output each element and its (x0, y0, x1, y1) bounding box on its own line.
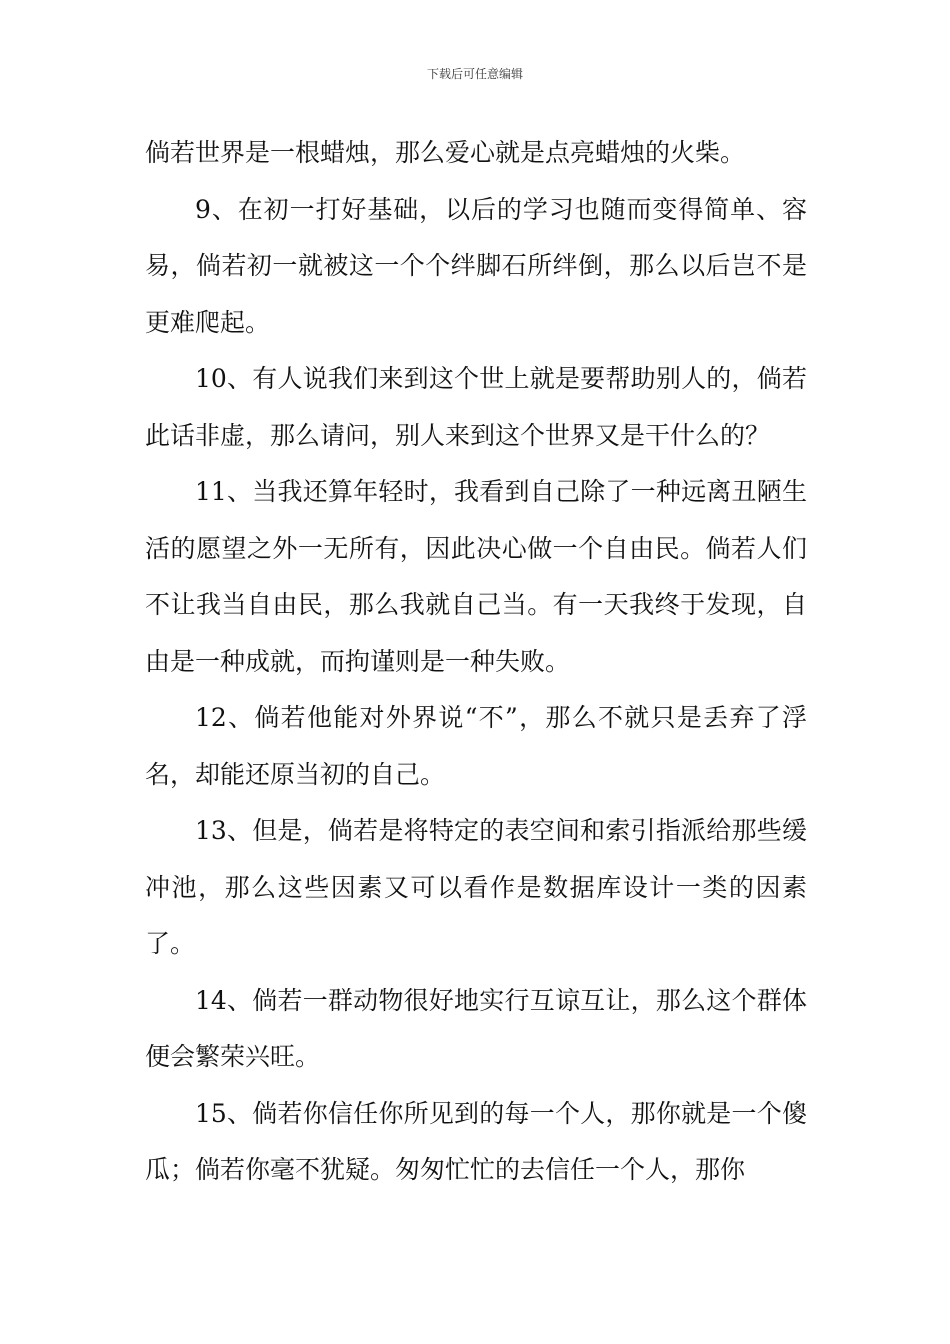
paragraph-item-11: 11、当我还算年轻时，我看到自己除了一种远离丑陋生活的愿望之外一无所有，因此决心做一个自由民。倘若人们不让我当自由民，那么我就自己当。有一天我终于发现，自由是一种成就，而拘谨则是一种失败。 (145, 477, 807, 676)
paragraph-item-12: 12、倘若他能对外界说“不”，那么不就只是丢弃了浮名，却能还原当初的自己。 (145, 703, 807, 789)
paragraph-item-9: 9、在初一打好基础，以后的学习也随而变得简单、容易，倘若初一就被这一个个绊脚石所绊倒，那么以后岂不是更难爬起。 (145, 194, 807, 337)
paragraph-item-10: 10、有人说我们来到这个世上就是要帮助别人的，倘若此话非虚，那么请问，别人来到这个世界又是干什么的？ (145, 364, 807, 450)
paragraph-continuation: 倘若世界是一根蜡烛，那么爱心就是点亮蜡烛的火柴。 (145, 138, 746, 167)
page-header: 下载后可任意编辑 (426, 67, 523, 81)
paragraph-item-13: 13、但是，倘若是将特定的表空间和索引指派给那些缓冲池，那么这些因素又可以看作是数据库设计一类的因素了。 (145, 816, 807, 958)
paragraph-item-15: 15、倘若你信任你所见到的每一个人，那你就是一个傻瓜；倘若你毫不犹疑。匆匆忙忙的去信任一个人，那你 (145, 1098, 807, 1184)
document-body (145, 125, 807, 1199)
paragraph-item-14: 14、倘若一群动物很好地实行互谅互让，那么这个群体便会繁荣兴旺。 (145, 985, 807, 1071)
